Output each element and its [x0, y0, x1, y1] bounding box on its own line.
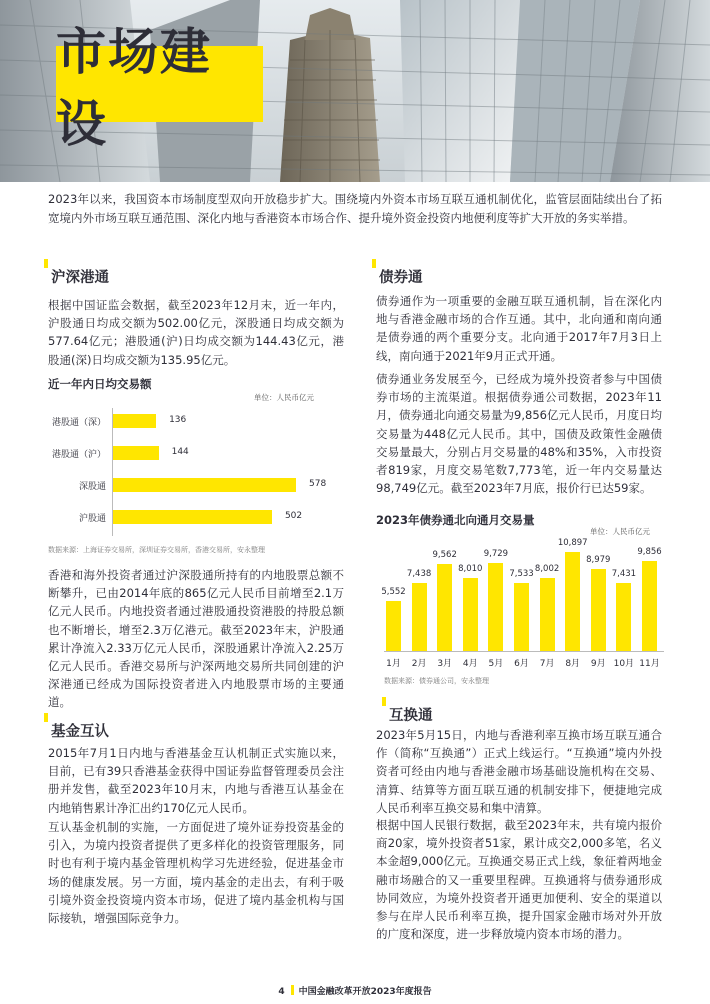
- bar-value-label: 7,438: [406, 569, 432, 580]
- bar: [642, 561, 657, 651]
- bar-category-label: 1月: [386, 659, 401, 669]
- section-title-swap: [386, 704, 433, 725]
- section-marker: [44, 259, 48, 268]
- bar: [540, 578, 555, 651]
- bar-category-label: 4月: [462, 659, 478, 669]
- bar-category-label: 深股通: [78, 482, 106, 492]
- page-title-box: [56, 23, 263, 153]
- bar-value-label: 9,729: [483, 548, 509, 559]
- bar-value-label: 578: [309, 479, 327, 489]
- bar-category-label: 11月: [639, 659, 660, 669]
- fund-paragraph-2: 互认基金机制的实施，一方面促进了境外证券投资基金的引入，为境内投资者提供了更多样化的投资管理服务，同时也有利于境内基金管理机构学习先进经验，促进基金市场的健康发展。另一方面，境内基金的走出去，有利于吸引境外资金投资境内资本市场，促进了境内基金机构与国际接轨，增强国际竞争力。: [48, 820, 344, 926]
- bar: [565, 552, 580, 651]
- bar-value-label: 8,002: [534, 564, 560, 575]
- bar-category-label: 港股通（深）: [51, 418, 106, 428]
- shsz-paragraph-2: 香港和海外投资者通过沪深股通所持有的内地股票总额不断攀升，已由2014年底的865亿元人民币目前增至2.1万亿元人民币。内地投资者通过港股通投资港股的持股总额也不断增长，增至2.3万亿港元。截至2023年末，沪股通累计净流入2.33万亿元人民币，深股通累计净流入2.25万亿元人民币。香港交易所与沪深两地交易所共同创建的沪深港通已经成为国际投资者进入内地股票市场的主要通道。: [48, 568, 344, 710]
- bar-category-label: 6月: [514, 659, 529, 669]
- bar: [463, 578, 478, 651]
- swap-paragraph-1: 2023年5月15日，内地与香港利率互换市场互联互通合作（简称“互换通”）正式上线运行。“互换通”境内外投资者可经由内地与香港金融市场基础设施机构在交易、清算、结算等方面互联互通的机制安排下，便捷地完成人民币利率互换交易和集中清算。: [376, 728, 662, 815]
- page-number: 4: [278, 987, 285, 997]
- section-title-text: 互换通: [389, 708, 433, 724]
- bar-value-label: 5,552: [381, 586, 406, 597]
- section-marker: [372, 259, 376, 268]
- footer-marker: [291, 985, 294, 995]
- bar-value-label: 7,533: [509, 568, 534, 579]
- chart-title-daily-turnover: 近一年内日均交易额: [48, 377, 152, 391]
- bar-category-label: 5月: [488, 659, 504, 669]
- bar-category-label: 7月: [539, 659, 555, 669]
- section-title-bond: [376, 266, 423, 287]
- bar: [412, 583, 427, 651]
- bar-category-label: 2月: [411, 659, 427, 669]
- bar-value-label: 7,431: [611, 569, 637, 580]
- chart-axis-line: [384, 651, 664, 652]
- hero-banner: [0, 0, 710, 182]
- bar-value-label: 136: [169, 415, 187, 425]
- chart-unit-bond-monthly: 单位：人民币亿元: [590, 527, 650, 536]
- section-title-fund: [48, 720, 109, 741]
- bar-value-label: 144: [171, 447, 189, 457]
- bar-value-label: 8,010: [458, 564, 483, 575]
- section-title-text: 基金互认: [51, 724, 109, 740]
- bar-category-label: 沪股通: [78, 514, 106, 524]
- bond-paragraph-1: 债券通作为一项重要的金融互联互通机制，旨在深化内地与香港金融市场的合作互通。其中，北向通和南向通是债券通的两个重要分支。北向通于2017年7月3日上线，南向通于2021年9月正式开通。: [376, 294, 662, 363]
- page-title: 市场建设: [56, 23, 212, 153]
- section-title-shsz: [48, 266, 109, 287]
- chart-source-daily-turnover: 数据来源：上海证券交易所，深圳证券交易所，香港交易所，安永整理: [48, 546, 265, 554]
- intro-paragraph: 2023年以来，我国资本市场制度型双向开放稳步扩大。围绕境内外资本市场互联互通机制优化，监管层面陆续出台了拓宽境内外市场互联互通范围、深化内地与香港资本市场合作、提升境外资金投资内地便利度等扩大开放的务实举措。: [48, 192, 662, 225]
- bar: [386, 601, 401, 651]
- bar-value-label: 9,856: [637, 547, 662, 558]
- section-title-text: 沪深港通: [51, 270, 109, 286]
- report-title: 中国金融改革开放2023年度报告: [298, 987, 432, 997]
- bar-category-label: 10月: [613, 659, 635, 669]
- page-footer: [0, 984, 710, 997]
- section-marker: [382, 697, 386, 706]
- bond-paragraph-2: 债券通业务发展至今，已经成为境外投资者参与中国债券市场的主流渠道。根据债券通公司数据，2023年11月，债券通北向通交易量为9,856亿元人民币，月度日均交易量为448亿元人民币。其中，国债及政策性金融债交易量最大，分别占月交易量的48%和35%，入市投资者819家，月度交易笔数7,773笔，近一年内交易量达98,749亿元。截至2023年7月底，报价行已达59家。: [376, 372, 662, 496]
- bar: [113, 446, 159, 460]
- section-title-text: 债券通: [379, 270, 423, 286]
- fund-paragraph-1: 2015年7月1日内地与香港基金互认机制正式实施以来，目前，已有39只香港基金获得中国证券监督管理委员会注册并发售，截至2023年10月末，内地与香港互认基金在内地销售累计净汇出约170亿元人民币。: [48, 746, 344, 815]
- bar: [514, 583, 529, 651]
- chart-unit-daily-turnover: 单位：人民币亿元: [254, 393, 314, 402]
- bar-category-label: 3月: [437, 659, 453, 669]
- bar: [113, 510, 272, 524]
- bar: [591, 569, 606, 651]
- bar: [113, 414, 156, 428]
- bar-category-label: 港股通（沪）: [51, 450, 106, 460]
- bar: [113, 478, 296, 492]
- bar-value-label: 10,897: [557, 537, 588, 548]
- bar: [616, 583, 631, 651]
- chart-source-bond-monthly: 数据来源：债券通公司，安永整理: [384, 677, 489, 685]
- bar-value-label: 9,562: [432, 550, 457, 561]
- shsz-paragraph-1: 根据中国证监会数据，截至2023年12月末，近一年内，沪股通日均成交额为502.00亿元，深股通日均成交额为577.64亿元；港股通(沪)日均成交额为144.43亿元，港股通(深)日均成交额为135.95亿元。: [48, 298, 344, 367]
- chart-title-bond-monthly: 2023年债券通北向通月交易量: [376, 513, 535, 527]
- swap-paragraph-2: 根据中国人民银行数据，截至2023年末，共有境内报价商20家，境外投资者51家，累计成交2,000多笔，名义本金超9,000亿元。互换通交易正式上线，象征着两地金融市场融合的又一重要里程碑。互换通将与债券通形成协同效应，为境外投资者开通更加便利、安全的渠道以参与在岸人民币利率互换，提升国家金融市场对外开放的广度和深度，进一步释放境内资本市场的潜力。: [376, 818, 662, 942]
- bar-value-label: 502: [284, 511, 303, 521]
- bar-category-label: 8月: [565, 659, 581, 669]
- section-marker: [44, 713, 48, 722]
- bar-category-label: 9月: [590, 659, 606, 669]
- bar-value-label: 8,979: [586, 555, 611, 566]
- bar: [437, 564, 452, 651]
